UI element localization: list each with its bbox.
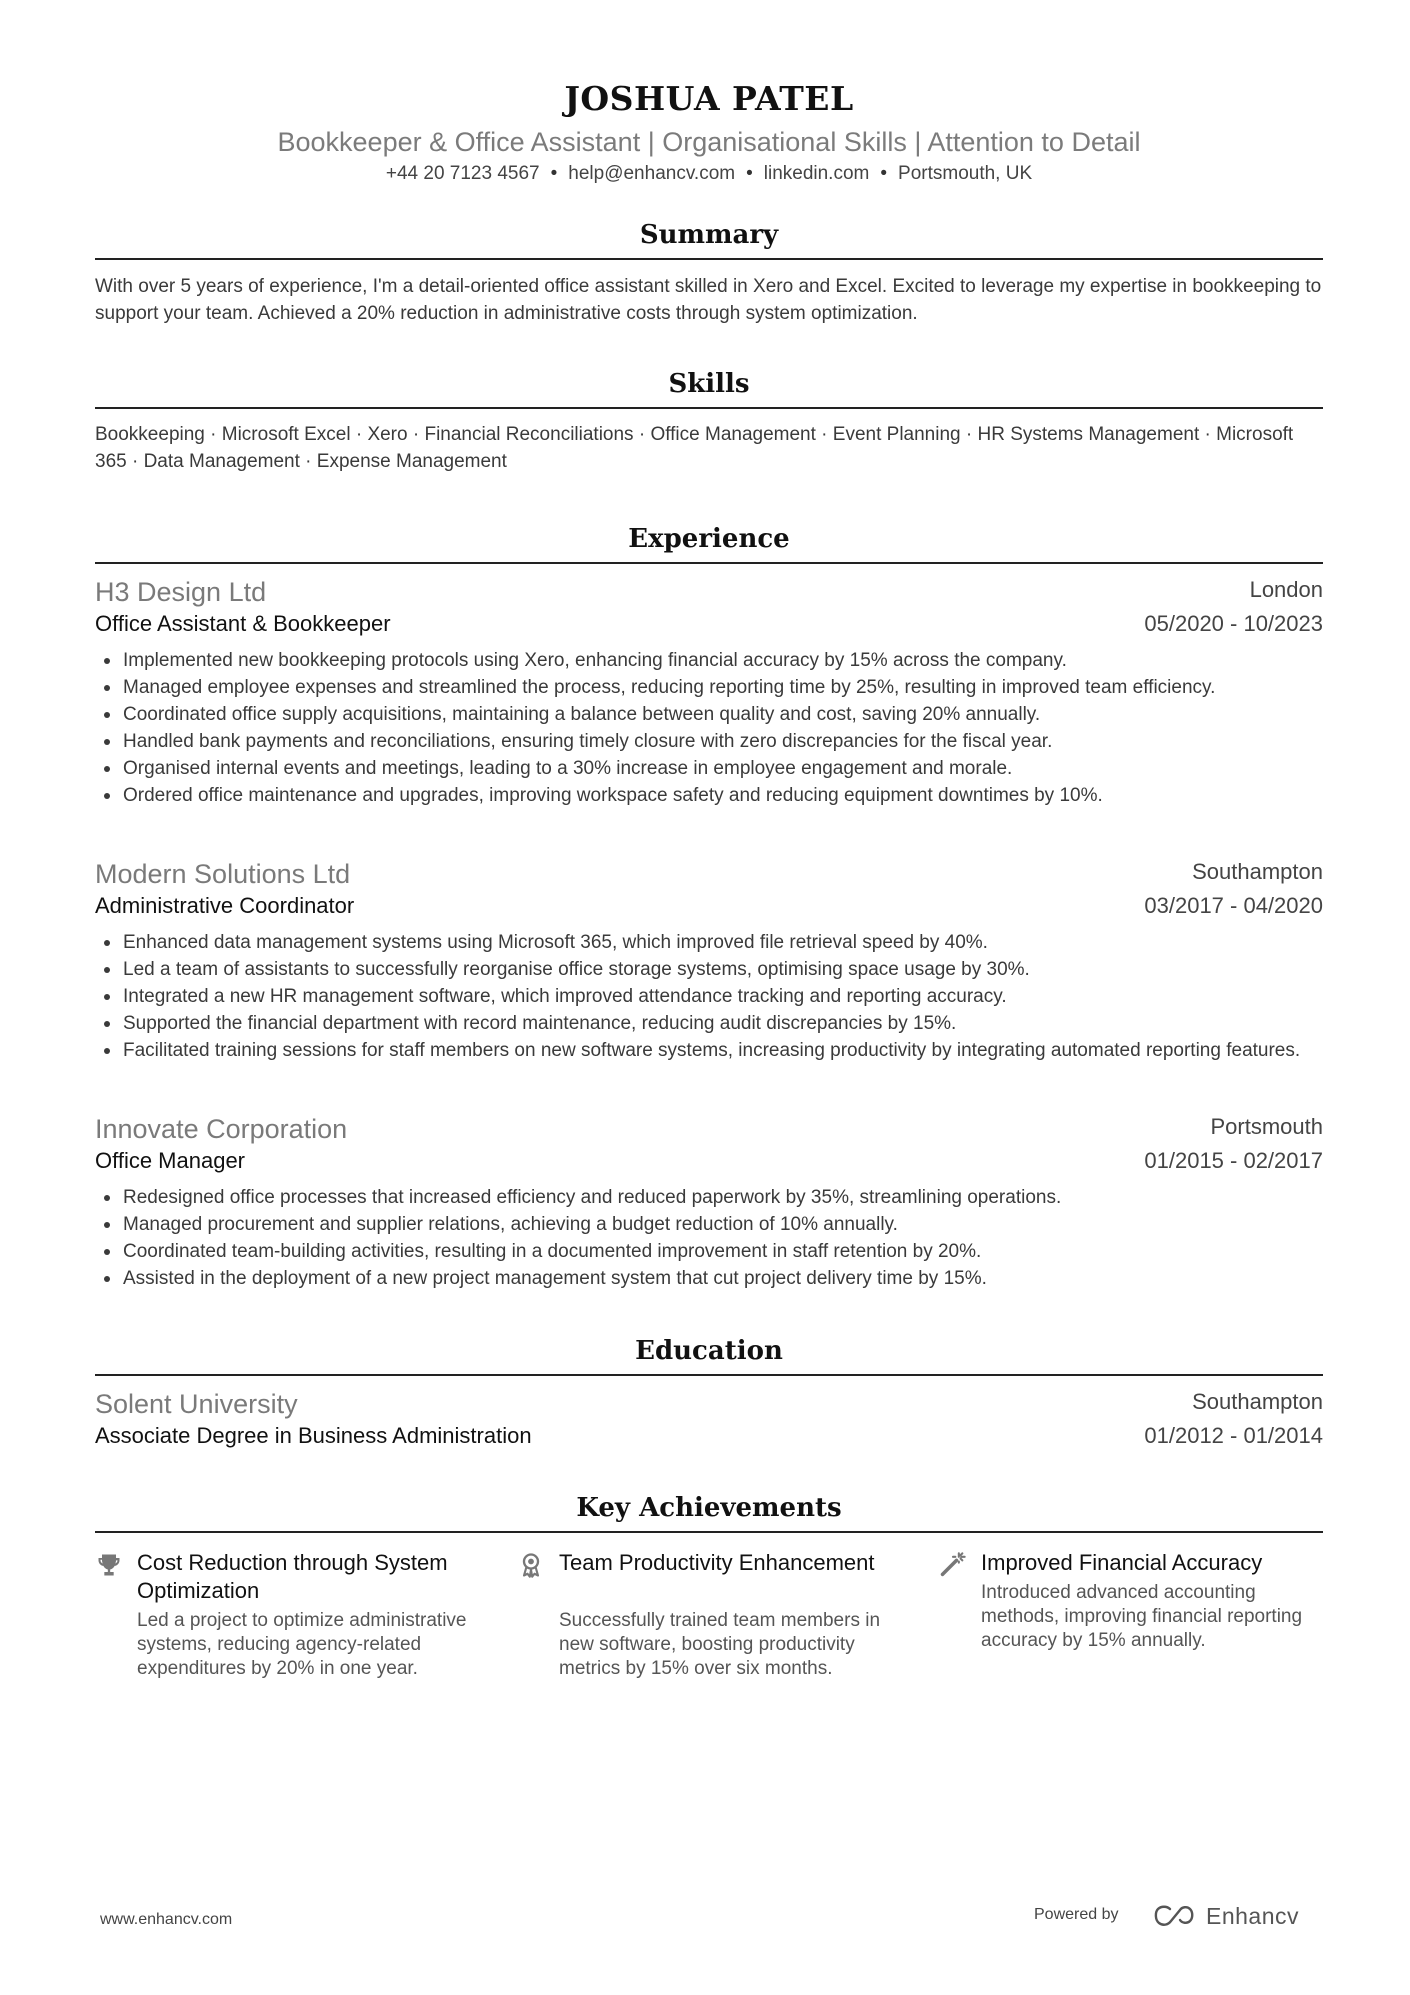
list-item: Coordinated team-building activities, resulting in a documented improvement in staff retention by 20%. (123, 1238, 1351, 1265)
job-title: Administrative Coordinator (95, 893, 355, 918)
education-divider (95, 1374, 1323, 1376)
job-entry (95, 858, 1323, 922)
list-item: Coordinated office supply acquisitions, maintaining a balance between quality and cost, saving 20% annually. (123, 701, 1351, 728)
list-item: Facilitated training sessions for staff members on new software systems, increasing productivity by integrating automated reporting features. (123, 1037, 1351, 1064)
award-ribbon-icon (517, 1551, 545, 1579)
footer-website-link[interactable]: www.enhancv.com (100, 1911, 233, 1928)
experience-heading: Experience (628, 524, 790, 554)
skills-list: Bookkeeping · Microsoft Excel · Xero · Financial Reconciliations · Office Management · Event Planning · HR Systems Management · Microsoft 365 · Data Management · Expense Management (95, 424, 1294, 472)
contact-info (95, 163, 1323, 186)
footer-powered-by: Powered by (1034, 1906, 1119, 1923)
separator-dot: • (550, 163, 558, 184)
achievement-description: Introduced advanced accounting methods, improving financial reporting accuracy by 15% annually. (981, 1582, 1303, 1651)
candidate-tagline: Bookkeeper & Office Assistant | Organisational Skills | Attention to Detail (277, 127, 1141, 157)
job-bullets (95, 647, 1351, 809)
phone-number: +44 20 7123 4567 (385, 163, 540, 184)
achievement-title: Cost Reduction through System Optimization (137, 1550, 448, 1603)
list-item: Implemented new bookkeeping protocols using Xero, enhancing financial accuracy by 15% across the company. (123, 647, 1351, 674)
candidate-name: JOSHUA PATEL (564, 79, 854, 118)
job-company: Innovate Corporation (95, 1114, 348, 1144)
achievements-divider (95, 1531, 1323, 1533)
email-link[interactable]: help@enhancv.com (568, 163, 736, 184)
list-item: Supported the financial department with record maintenance, reducing audit discrepancies by 15%. (123, 1010, 1351, 1037)
contact-location: Portsmouth, UK (898, 163, 1033, 184)
job-entry (95, 1113, 1323, 1177)
education-heading: Education (635, 1336, 783, 1366)
achievements-heading: Key Achievements (576, 1493, 842, 1523)
separator-dot: • (880, 163, 888, 184)
summary-text: With over 5 years of experience, I'm a detail-oriented office assistant skilled in Xero and Excel. Excited to leverage my expertise in bookkeeping to support your team. Achieved a 20% reduction in administrative costs through system optimization. (95, 276, 1322, 324)
school-location: Southampton (1192, 1389, 1323, 1414)
job-dates: 03/2017 - 04/2020 (1144, 893, 1323, 918)
achievement-description: Successfully trained team members in new software, boosting productivity metrics by 15% over six months. (559, 1610, 881, 1679)
summary-divider (95, 258, 1323, 260)
education-dates: 01/2012 - 01/2014 (1144, 1423, 1323, 1448)
job-bullets (95, 1184, 1351, 1292)
trophy-icon (95, 1551, 123, 1579)
experience-divider (95, 562, 1323, 564)
linkedin-link[interactable]: linkedin.com (763, 163, 870, 184)
education-entry (95, 1388, 1323, 1452)
job-location: London (1249, 577, 1323, 602)
list-item: Managed employee expenses and streamlined the process, reducing reporting time by 25%, resulting in improved team efficiency. (123, 674, 1351, 701)
separator-dot: • (746, 163, 753, 184)
list-item: Enhanced data management systems using Microsoft 365, which improved file retrieval speed by 40%. (123, 929, 1351, 956)
job-company: Modern Solutions Ltd (95, 859, 351, 889)
job-bullets (95, 929, 1351, 1064)
job-location: Southampton (1192, 859, 1323, 884)
list-item: Led a team of assistants to successfully reorganise office storage systems, optimising space usage by 30%. (123, 956, 1351, 983)
school-name: Solent University (95, 1389, 298, 1419)
list-item: Managed procurement and supplier relations, achieving a budget reduction of 10% annually. (123, 1211, 1351, 1238)
enhancv-logo-icon (1152, 1903, 1198, 1929)
list-item: Integrated a new HR management software, which improved attendance tracking and reporting accuracy. (123, 983, 1351, 1010)
list-item: Ordered office maintenance and upgrades, improving workspace safety and reducing equipment downtimes by 10%. (123, 782, 1351, 809)
skills-divider (95, 407, 1323, 409)
job-title: Office Manager (95, 1148, 246, 1173)
job-dates: 01/2015 - 02/2017 (1144, 1148, 1323, 1173)
job-title: Office Assistant & Bookkeeper (95, 611, 391, 636)
job-location: Portsmouth (1210, 1114, 1323, 1139)
list-item: Assisted in the deployment of a new project management system that cut project delivery time by 15%. (123, 1265, 1351, 1292)
achievement-title: Team Productivity Enhancement (559, 1550, 875, 1575)
list-item: Handled bank payments and reconciliations, ensuring timely closure with zero discrepancies for the fiscal year. (123, 728, 1351, 755)
list-item: Organised internal events and meetings, leading to a 30% increase in employee engagement and morale. (123, 755, 1351, 782)
job-entry (95, 576, 1323, 640)
degree-name: Associate Degree in Business Administration (95, 1423, 532, 1448)
job-dates: 05/2020 - 10/2023 (1144, 611, 1323, 636)
magic-wand-icon (939, 1551, 967, 1579)
list-item: Redesigned office processes that increased efficiency and reduced paperwork by 35%, streamlining operations. (123, 1184, 1351, 1211)
skills-heading: Skills (668, 369, 750, 399)
achievement-description: Led a project to optimize administrative systems, reducing agency-related expenditures by 20% in one year. (137, 1610, 467, 1679)
enhancv-brand[interactable] (1152, 1896, 1299, 1936)
achievement-title: Improved Financial Accuracy (981, 1550, 1263, 1575)
brand-name: Enhancv (1206, 1902, 1300, 1929)
job-company: H3 Design Ltd (95, 577, 267, 607)
summary-heading: Summary (639, 220, 779, 250)
